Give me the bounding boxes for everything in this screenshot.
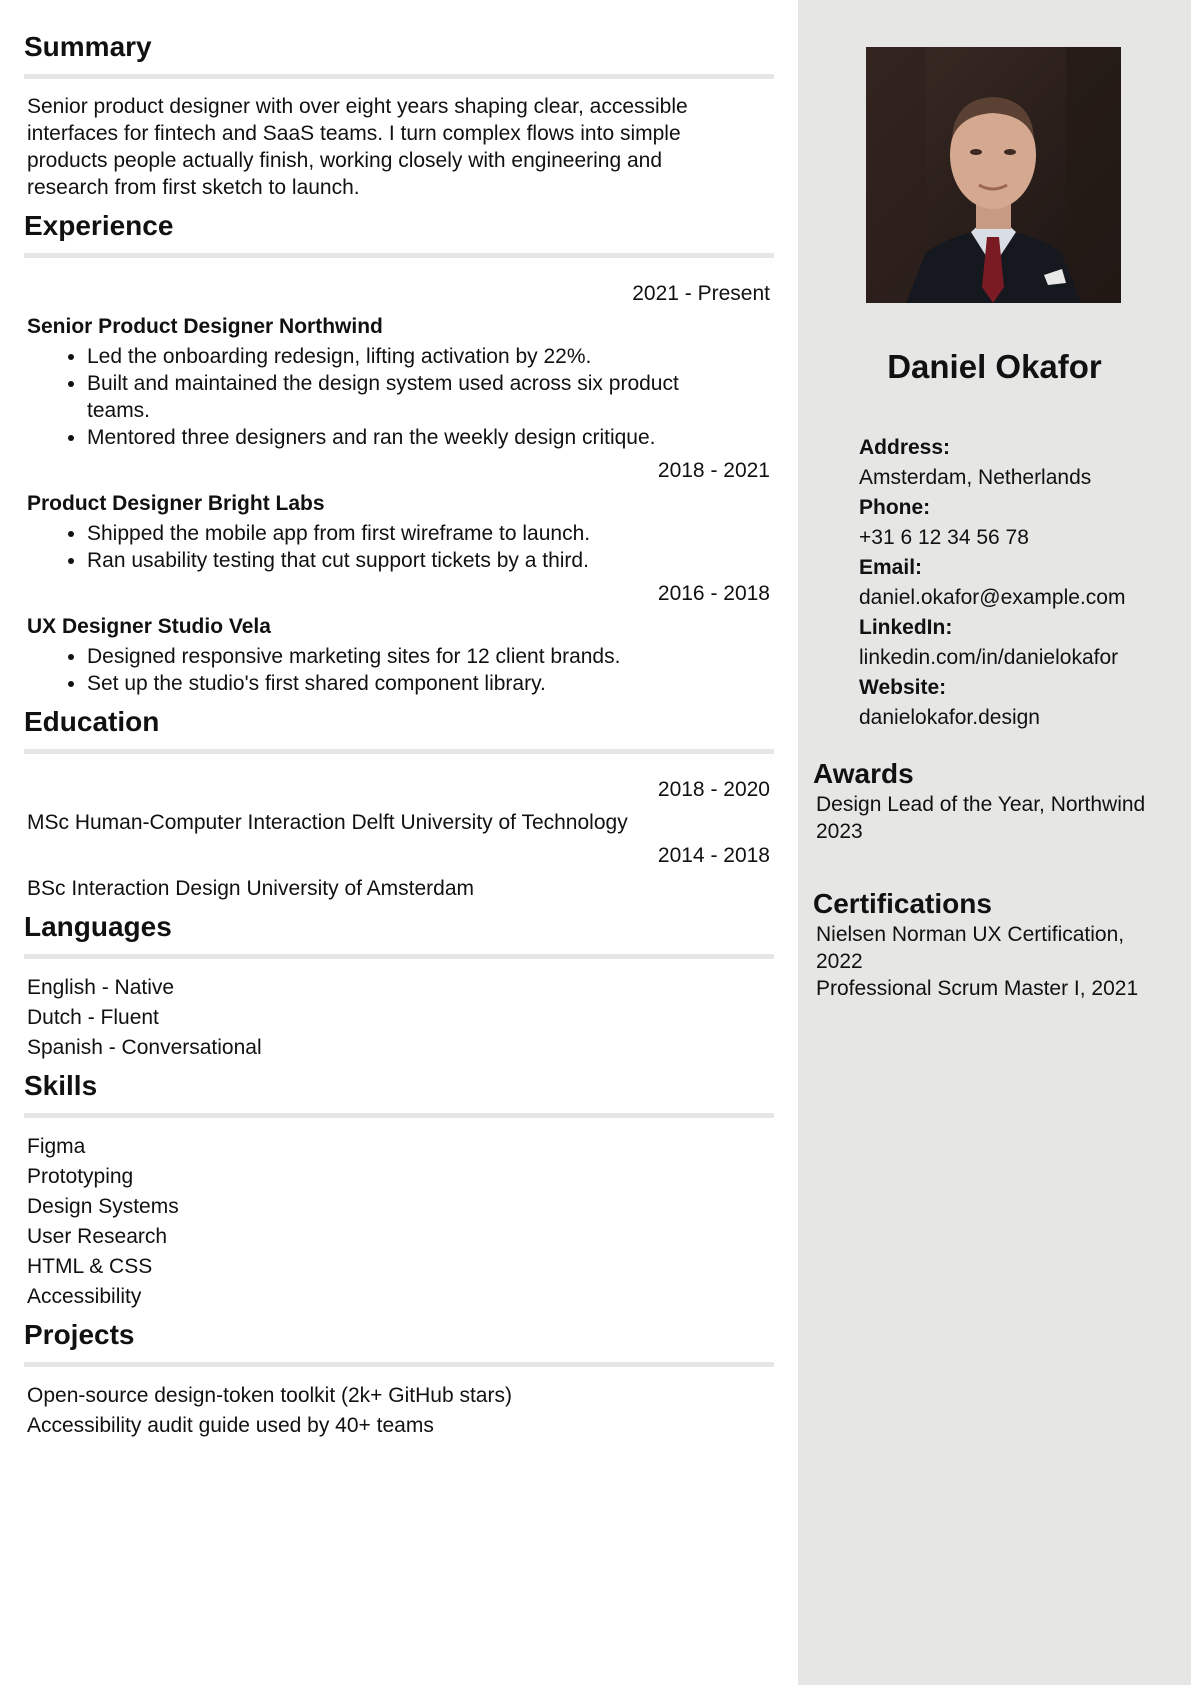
portrait-image: [866, 47, 1121, 303]
sidebar: [798, 0, 1191, 1685]
list-item: Accessibility: [27, 1285, 142, 1308]
list-item: Prototyping: [27, 1165, 134, 1188]
skills-list: [27, 1132, 774, 1312]
job-title: Senior Product Designer Northwind: [27, 315, 383, 338]
list-item: Open-source design-token toolkit (2k+ GitHub stars): [27, 1384, 512, 1407]
awards-heading: Awards: [813, 758, 914, 789]
job-title: Product Designer Bright Labs: [27, 492, 325, 515]
list-item: • Mentored three designers and ran the weekly design critique.: [87, 424, 747, 451]
profile-photo: [866, 47, 1121, 303]
certification-item: Professional Scrum Master I, 2021: [816, 977, 1139, 1000]
certifications-heading: Certifications: [813, 888, 992, 919]
job-entry: [24, 580, 774, 697]
education-dates: 2014 - 2018: [657, 844, 770, 867]
list-item: • Shipped the mobile app from first wireframe to launch.: [87, 520, 747, 547]
certifications-section: [813, 887, 1176, 1002]
contact-label-address: Address:: [859, 436, 951, 459]
list-item: • Ran usability testing that cut support tickets by a third.: [87, 547, 747, 574]
contact-value-linkedin: linkedin.com/in/danielokafor: [859, 646, 1119, 669]
job-bullets: [24, 343, 747, 451]
education-dates: 2018 - 2020: [657, 778, 770, 801]
list-item: • Designed responsive marketing sites for 12 client brands.: [87, 643, 747, 670]
education-entry: [24, 776, 774, 836]
contact-value-phone: +31 6 12 34 56 78: [859, 526, 1029, 549]
job-title: UX Designer Studio Vela: [27, 615, 271, 638]
contact-label-website: Website:: [859, 676, 947, 699]
list-item: • Led the onboarding redesign, lifting activation by 22%.: [87, 343, 747, 370]
summary-text: Senior product designer with over eight years shaping clear, accessible interfaces for fintech and SaaS teams. I turn complex flows into simple products people actually finish, working closely with engineering and research from first sketch to launch.: [27, 95, 688, 199]
award-item: Design Lead of the Year, Northwind 2023: [816, 793, 1146, 843]
awards-section: [813, 757, 1176, 845]
contact-label-email: Email:: [859, 556, 923, 579]
list-item: Accessibility audit guide used by 40+ teams: [27, 1414, 434, 1437]
job-entry: [24, 457, 774, 574]
skills-heading: Skills: [24, 1063, 774, 1118]
job-dates: 2016 - 2018: [657, 582, 770, 605]
contact-value-email: daniel.okafor@example.com: [859, 586, 1126, 609]
education-degree: MSc Human-Computer Interaction Delft University of Technology: [27, 811, 628, 834]
projects-heading: Projects: [24, 1312, 774, 1367]
experience-heading: Experience: [24, 201, 774, 258]
list-item: Dutch - Fluent: [27, 1006, 159, 1029]
list-item: Design Systems: [27, 1195, 179, 1218]
job-bullets: [24, 643, 747, 697]
contact-label-phone: Phone:: [859, 496, 931, 519]
contact-value-address: Amsterdam, Netherlands: [859, 466, 1092, 489]
profile-name: Daniel Okafor: [887, 348, 1102, 385]
education-heading: Education: [24, 697, 774, 754]
list-item: English - Native: [27, 976, 175, 999]
list-item: HTML & CSS: [27, 1255, 153, 1278]
projects-list: [27, 1381, 774, 1441]
list-item: Figma: [27, 1135, 86, 1158]
contact-value-website: danielokafor.design: [859, 706, 1040, 729]
job-dates: 2021 - Present: [632, 282, 770, 305]
list-item: • Built and maintained the design system used across six product teams.: [87, 370, 747, 424]
job-entry: [24, 280, 774, 451]
languages-list: [27, 973, 774, 1063]
list-item: User Research: [27, 1225, 168, 1248]
summary-heading: Summary: [24, 0, 774, 79]
education-degree: BSc Interaction Design University of Amsterdam: [27, 877, 475, 900]
list-item: • Set up the studio's first shared component library.: [87, 670, 747, 697]
job-bullets: [24, 520, 747, 574]
contact-block: [859, 433, 1125, 733]
contact-label-linkedin: LinkedIn:: [859, 616, 953, 639]
job-dates: 2018 - 2021: [657, 459, 770, 482]
certification-item: Nielsen Norman UX Certification, 2022: [816, 923, 1125, 973]
languages-heading: Languages: [24, 902, 774, 959]
list-item: Spanish - Conversational: [27, 1036, 262, 1059]
education-entry: [24, 842, 774, 902]
